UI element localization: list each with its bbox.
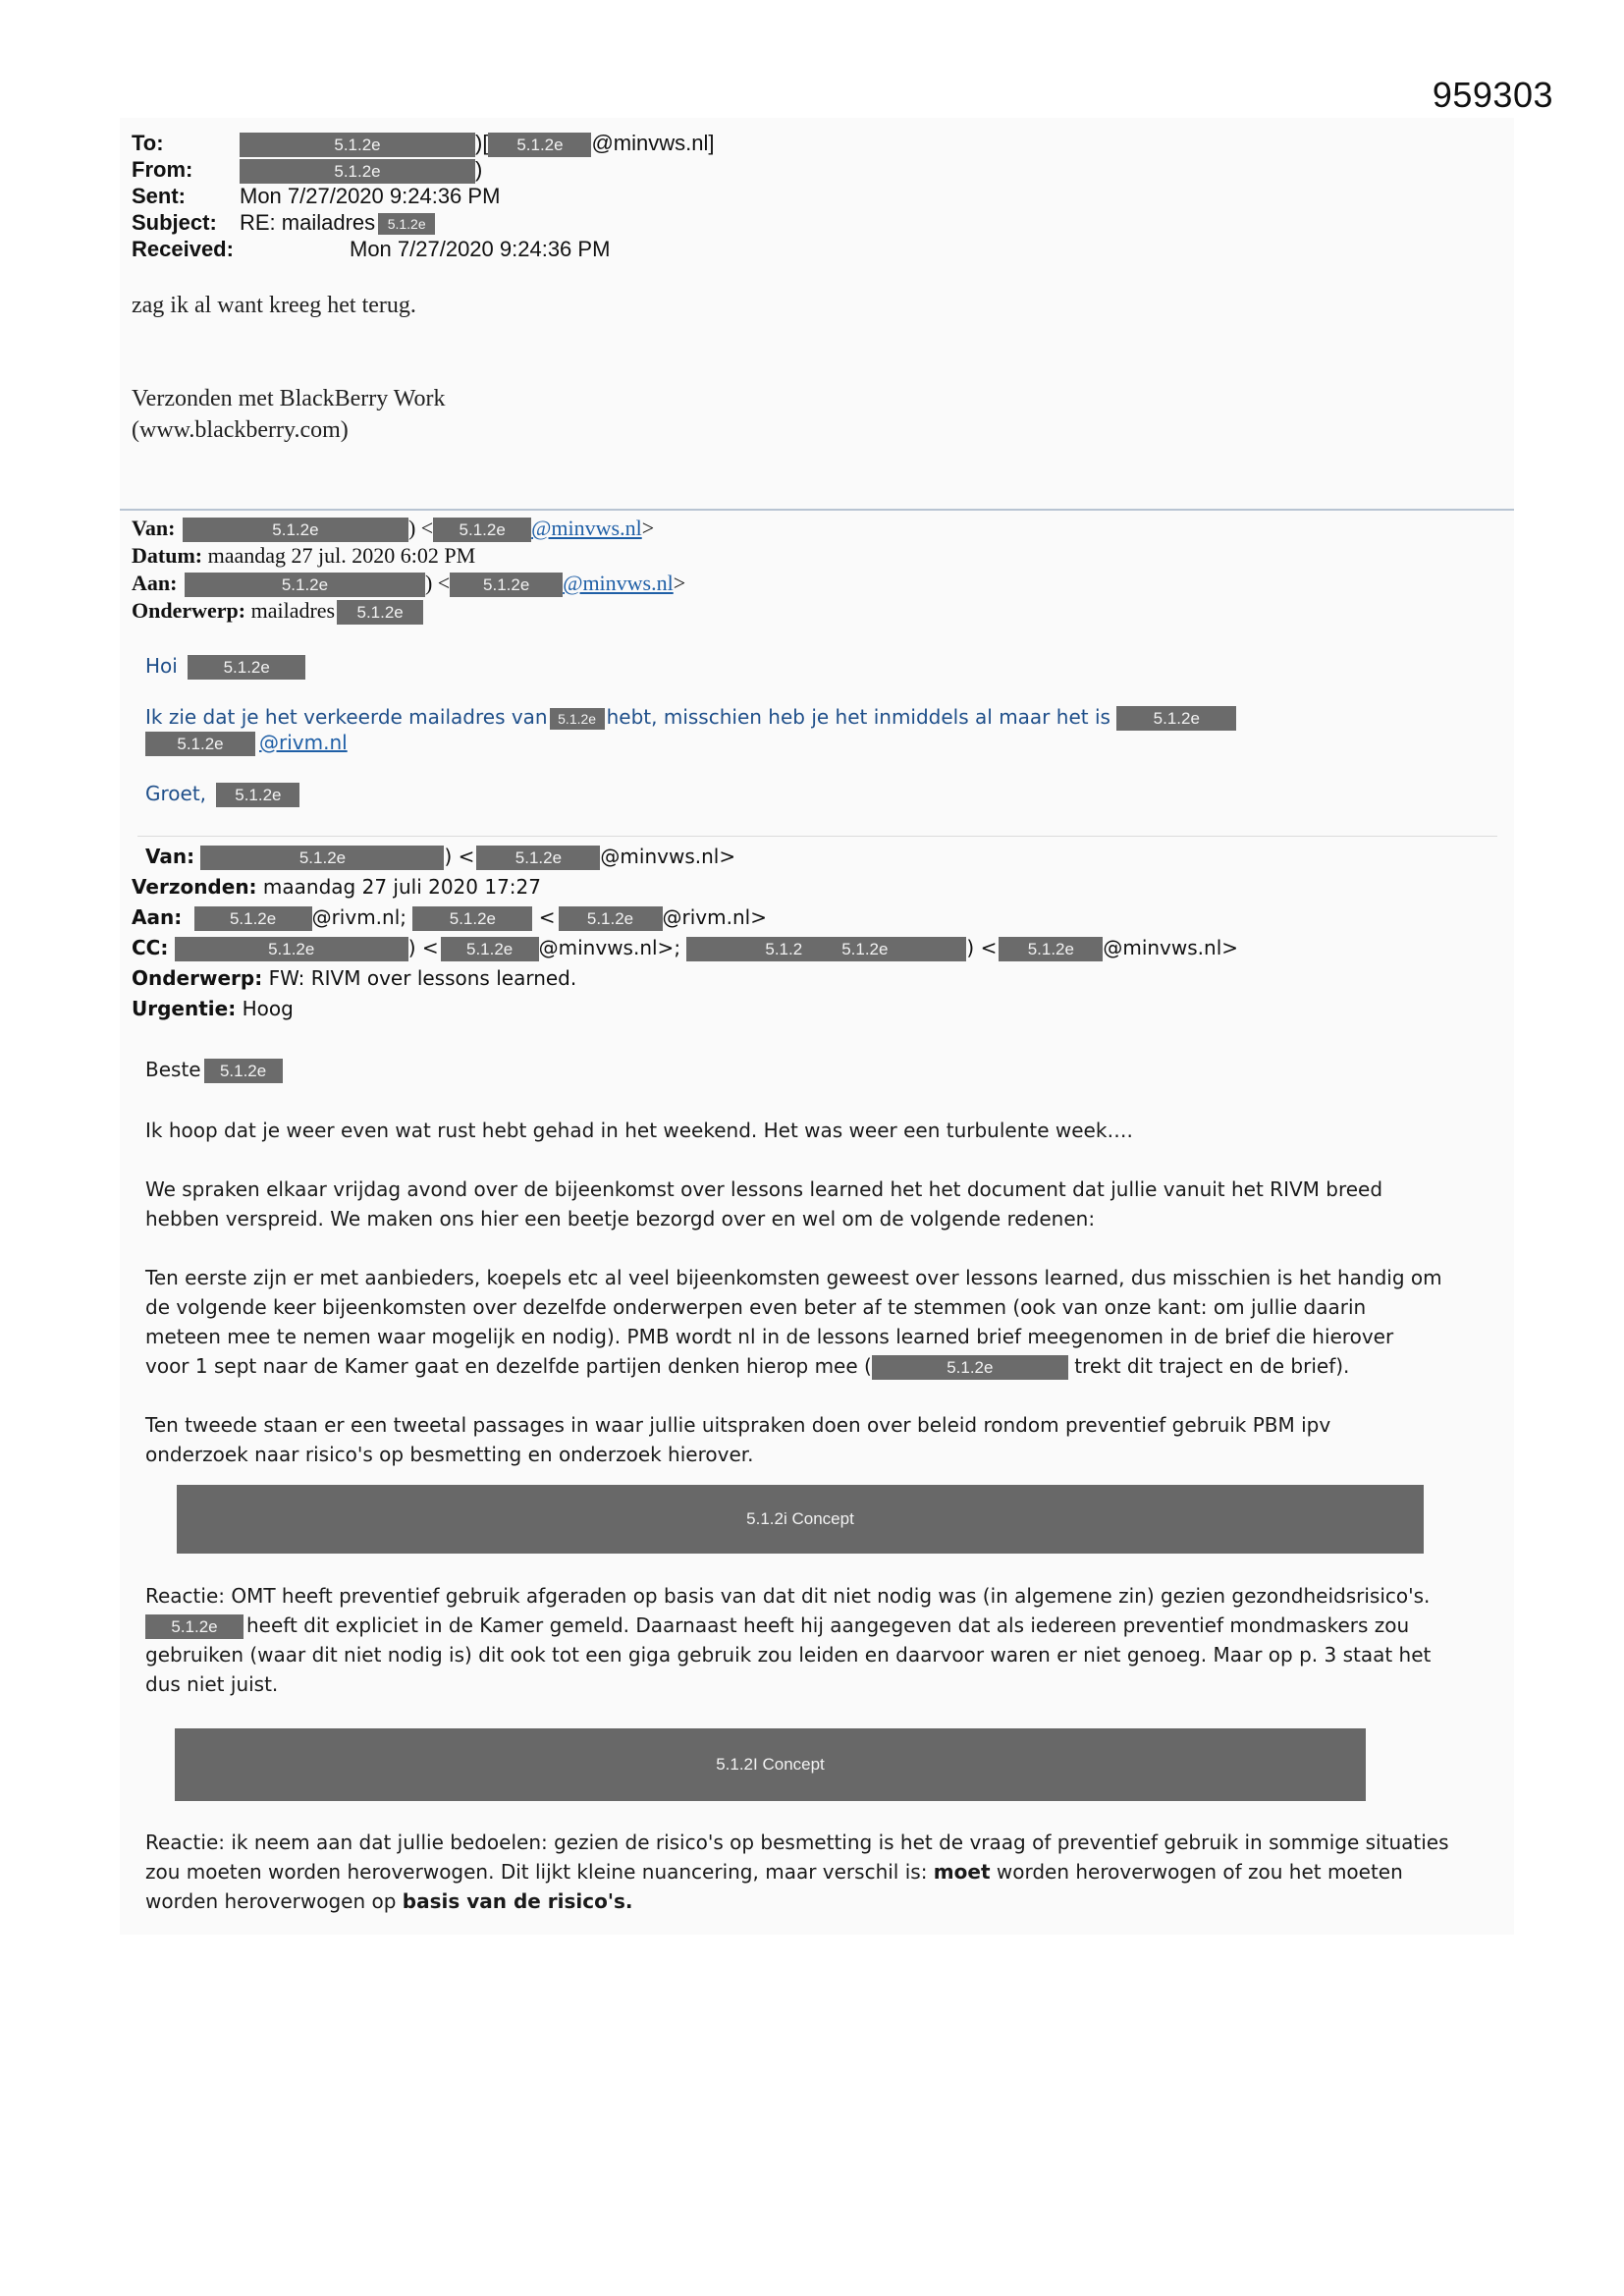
subject-value: RE: mailadres — [240, 210, 376, 235]
redaction-box: 5.1.2e — [204, 1059, 283, 1083]
redaction-box: 5.1.2e — [337, 600, 423, 625]
redaction-box: 5.1.2e — [175, 937, 408, 961]
redaction-box: 5.1.2e — [412, 906, 532, 931]
redaction-box: 5.1.2e — [200, 846, 444, 870]
concept-redaction-2: 5.1.2I Concept — [175, 1728, 1366, 1801]
paragraph-4-line-1: Ten tweede staan er een tweetal passages in waar jullie uitspraken doen over beleid rondom preventief gebruik PBM ipv — [145, 1413, 1331, 1437]
paragraph-3-line-3: meteen mee te nemen waar mogelijk en nodig). PMB wordt nl in de lessons learned brief meegenomen in de brief die hierover — [145, 1325, 1394, 1348]
subject-label: Subject: — [132, 210, 217, 235]
email2-header — [132, 515, 1015, 625]
received-label: Received: — [132, 237, 234, 261]
cc-lt-1: ) < — [407, 936, 439, 959]
r1-part-b: heeft dit expliciet in de Kamer gemeld. Daarnaast heeft hij aangegeven dat als iedereen preventief mondmaskers zou — [246, 1613, 1410, 1637]
p3-part-a: voor 1 sept naar de Kamer gaat en dezelfde partijen denken hierop mee ( — [145, 1354, 872, 1378]
redaction-box: 5.1.2e — [559, 906, 663, 931]
onderwerp-row — [132, 597, 1015, 625]
cc-label: CC: — [132, 936, 169, 959]
datum-label: Datum: — [132, 543, 203, 568]
signature-line-2: (www.blackberry.com) — [132, 417, 349, 443]
email3-body — [145, 1055, 1500, 1469]
paragraph-2-line-2: hebben verspreid. We maken ons hier een beetje bezorgd over en wel om de volgende redenen: — [145, 1207, 1096, 1230]
cc-lt-2: ) < — [966, 936, 998, 959]
redaction-box: 5.1.2e — [450, 573, 563, 597]
cc-domain-2: @minvws.nl> — [1103, 936, 1239, 959]
redaction-box: 5.1.2e — [433, 518, 531, 542]
aan-lt: < — [538, 905, 556, 929]
redaction-box: 5.1.2e — [183, 518, 408, 542]
to-row — [132, 130, 1015, 156]
cc-domain-1: @minvws.nl>; — [538, 936, 681, 959]
urgentie-value: Hoog — [242, 997, 294, 1020]
van-domain: @minvws.nl> — [600, 845, 736, 868]
closing — [145, 782, 299, 807]
r2-part-d: worden heroverwogen op — [145, 1889, 403, 1913]
urgentie-label: Urgentie: — [132, 997, 237, 1020]
redaction-box: 5.1.2e — [1116, 706, 1236, 731]
aan-row — [132, 902, 1457, 933]
reactie-1 — [145, 1581, 1500, 1699]
reactie-1-line-2 — [145, 1611, 1500, 1640]
redaction-box: 5.1.2e — [488, 133, 591, 157]
aan-label: Aan: — [132, 905, 183, 929]
redaction-box: 5.1.2e — [185, 573, 425, 597]
paragraph-3-line-4 — [145, 1351, 1500, 1381]
received-value: Mon 7/27/2020 9:24:36 PM — [350, 237, 611, 261]
aan-email-link[interactable]: @minvws.nl — [563, 571, 674, 595]
greeting — [145, 654, 305, 680]
r2-part-a: zou moeten worden heroverwogen. Dit lijkt kleine nuancering, maar verschil is: — [145, 1860, 934, 1884]
redaction-box: 5.1.2e — [240, 133, 475, 157]
onderwerp-label: Onderwerp: — [132, 966, 263, 990]
cc-row — [132, 933, 1457, 963]
paragraph-2-line-1: We spraken elkaar vrijdag avond over de bijeenkomst over lessons learned het het document dat jullie vanuit het RIVM breed — [145, 1177, 1383, 1201]
document-id: 959303 — [1432, 75, 1553, 115]
redaction-box: 5.1.2e — [188, 655, 305, 680]
to-domain: @minvws.nl] — [591, 131, 715, 155]
reactie-1-line-3: gebruiken (waar dit niet nodig is) dit ook tot een giga gebruik zou leiden en daarvoor waren er niet genoeg. Maar op p. 3 staat het — [145, 1643, 1432, 1667]
r2-emphasis-2: basis van de risico's. — [402, 1889, 633, 1913]
redaction-part: 5.1.2e — [841, 940, 889, 958]
redaction-part: 5.1.2 — [765, 940, 803, 958]
redaction-box: 5.1.2e — [378, 213, 435, 235]
body-line-1 — [145, 705, 1422, 731]
redaction-box-double — [686, 937, 966, 961]
redaction-box: 5.1.2e — [194, 906, 312, 931]
sent-label: Sent: — [132, 184, 186, 208]
concept-redaction-1: 5.1.2i Concept — [177, 1485, 1424, 1554]
onderwerp-row — [132, 963, 1457, 994]
van-gt: > — [641, 516, 655, 540]
from-row — [132, 156, 1015, 183]
aan-row — [132, 570, 1015, 597]
redaction-box: 5.1.2e — [216, 783, 299, 807]
email3-header — [132, 842, 1457, 1024]
p3-part-b: trekt dit traject en de brief). — [1074, 1354, 1350, 1378]
beste-text: Beste — [145, 1058, 201, 1081]
redaction-box: 5.1.2e — [145, 1614, 244, 1639]
redaction-box: 5.1.2e — [872, 1355, 1068, 1380]
datum-value: maandag 27 jul. 2020 6:02 PM — [207, 543, 476, 568]
redaction-box: 5.1.2e — [441, 937, 539, 961]
van-lt: ) < — [407, 516, 434, 540]
from-label: From: — [132, 157, 193, 182]
from-close: ) — [475, 157, 483, 182]
to-separator: )[ — [475, 131, 489, 155]
redaction-box: 5.1.2e — [550, 708, 605, 730]
reactie-2-line-2 — [145, 1857, 1500, 1886]
line1-part-b: hebt, misschien heb je het inmiddels al maar het is — [606, 705, 1110, 729]
reactie-2 — [145, 1828, 1500, 1916]
rivm-email-link[interactable]: @rivm.nl — [259, 731, 348, 754]
received-row — [132, 236, 1015, 262]
email1-body: zag ik al want kreeg het terug. — [132, 293, 416, 318]
van-label: Van: — [132, 516, 176, 540]
onderwerp-value: FW: RIVM over lessons learned. — [268, 966, 577, 990]
van-label: Van: — [145, 845, 195, 868]
closing-text: Groet, — [145, 782, 207, 805]
paragraph-1: Ik hoop dat je weer even wat rust hebt gehad in het weekend. Het was weer een turbulente week…. — [145, 1119, 1133, 1142]
paragraph-3-line-2: de volgende keer bijeenkomsten over dezelfde onderwerpen even beter af te stemmen (ook van onze kant: om jullie daarin — [145, 1295, 1367, 1319]
aan-rivm-1: @rivm.nl; — [311, 905, 407, 929]
aan-rivm-2: @rivm.nl> — [662, 905, 767, 929]
onderwerp-value: mailadres — [250, 598, 336, 623]
reactie-2-line-1: Reactie: ik neem aan dat jullie bedoelen: gezien de risico's op besmetting is het de vraag of preventief gebruik in sommige situaties — [145, 1831, 1449, 1854]
onderwerp-label: Onderwerp: — [132, 598, 246, 623]
line1-part-a: Ik zie dat je het verkeerde mailadres van — [145, 705, 548, 729]
salutation — [145, 1055, 1500, 1084]
reactie-1-line-1: Reactie: OMT heeft preventief gebruik afgeraden op basis van dat dit niet nodig was (in algemene zin) gezien gezondheidsrisico's. — [145, 1584, 1431, 1608]
paragraph-3-line-1: Ten eerste zijn er met aanbieders, koepels etc al veel bijeenkomsten geweest over lessons learned, dus misschien is het handig om — [145, 1266, 1442, 1289]
r2-part-c: worden heroverwogen of zou het moeten — [990, 1860, 1403, 1884]
verzonden-label: Verzonden: — [132, 875, 257, 899]
paragraph-4-line-2: onderzoek naar risico's op besmetting en onderzoek hierover. — [145, 1443, 754, 1466]
aan-gt: > — [673, 571, 686, 595]
van-row — [132, 842, 1457, 872]
redaction-box: 5.1.2e — [145, 732, 255, 756]
sent-row — [132, 183, 1015, 209]
verzonden-row — [132, 872, 1457, 902]
r2-emphasis: moet — [933, 1860, 991, 1884]
redaction-box: 5.1.2e — [999, 937, 1103, 961]
datum-row — [132, 542, 1015, 570]
divider — [137, 836, 1497, 837]
greeting-text: Hoi — [145, 654, 178, 678]
van-row — [132, 515, 1015, 542]
reactie-2-line-3 — [145, 1886, 1500, 1916]
email1-header — [132, 130, 1015, 262]
to-label: To: — [132, 131, 164, 155]
van-lt: ) < — [444, 845, 475, 868]
redaction-box: 5.1.2e — [476, 846, 600, 870]
aan-label: Aan: — [132, 571, 178, 595]
aan-lt: ) < — [424, 571, 451, 595]
verzonden-value: maandag 27 juli 2020 17:27 — [262, 875, 541, 899]
redaction-box: 5.1.2e — [240, 159, 475, 184]
subject-row — [132, 209, 1015, 236]
reactie-1-line-4: dus niet juist. — [145, 1672, 279, 1696]
urgentie-row — [132, 994, 1457, 1024]
van-email-link[interactable]: @minvws.nl — [531, 516, 642, 540]
signature-line-1: Verzonden met BlackBerry Work — [132, 386, 446, 411]
body-line-2 — [145, 731, 348, 756]
divider — [120, 509, 1514, 511]
sent-value: Mon 7/27/2020 9:24:36 PM — [240, 184, 501, 208]
